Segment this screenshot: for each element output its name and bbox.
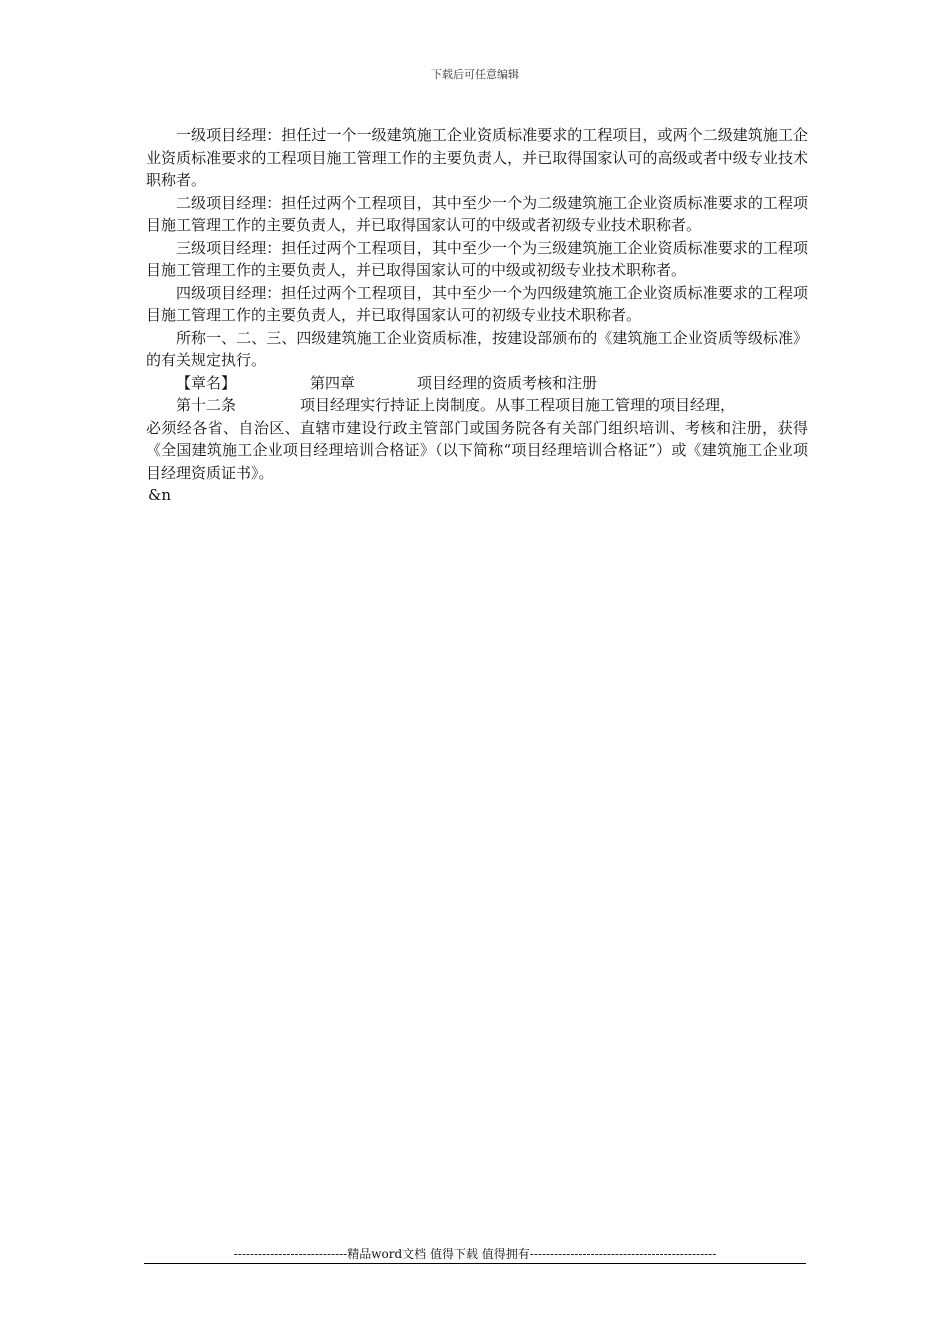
chapter-number: 第四章 — [310, 373, 356, 392]
document-body — [146, 124, 808, 507]
paragraph-level-1-manager: 一级项目经理：担任过一个一级建筑施工企业资质标准要求的工程项目，或两个二级建筑施工企业资质标准要求的工程项目施工管理工作的主要负责人，并已取得国家认可的高级或者中级专业技术职称者。 — [146, 126, 808, 189]
chapter-heading — [146, 372, 808, 395]
article-body: 必须经各省、自治区、直辖市建设行政主管部门或国务院各有关部门组织培训、考核和注册，获得《全国建筑施工企业项目经理培训合格证》（以下简称“项目经理培训合格证”）或《建筑施工企业项目经理资质证书》。 — [146, 418, 808, 482]
article-number: 第十二条 — [176, 396, 237, 414]
page-header: 下载后可任意编辑 — [431, 68, 519, 81]
page-footer: ----------------------------精品word文档 值得下载 值得拥有---------------------------------------------- — [233, 1247, 717, 1261]
paragraph-level-3-manager: 三级项目经理：担任过两个工程项目，其中至少一个为三级建筑施工企业资质标准要求的工程项目施工管理工作的主要负责人，并已取得国家认可的中级或初级专业技术职称者。 — [146, 238, 808, 279]
chapter-tag: 【章名】 — [176, 373, 237, 392]
truncated-text: &n — [148, 486, 172, 504]
article-heading — [146, 394, 808, 417]
footer-divider — [144, 1263, 806, 1264]
paragraph-level-4-manager: 四级项目经理：担任过两个工程项目，其中至少一个为四级建筑施工企业资质标准要求的工程项目施工管理工作的主要负责人，并已取得国家认可的初级专业技术职称者。 — [146, 283, 808, 324]
chapter-title: 项目经理的资质考核和注册 — [417, 373, 598, 392]
paragraph-qualification-standard: 所称一、二、三、四级建筑施工企业资质标准，按建设部颁布的《建筑施工企业资质等级标准》的有关规定执行。 — [146, 328, 808, 369]
article-first-line: 项目经理实行持证上岗制度。从事工程项目施工管理的项目经理， — [300, 396, 736, 414]
paragraph-level-2-manager: 二级项目经理：担任过两个工程项目，其中至少一个为二级建筑施工企业资质标准要求的工程项目施工管理工作的主要负责人，并已取得国家认可的中级或者初级专业技术职称者。 — [146, 193, 808, 234]
